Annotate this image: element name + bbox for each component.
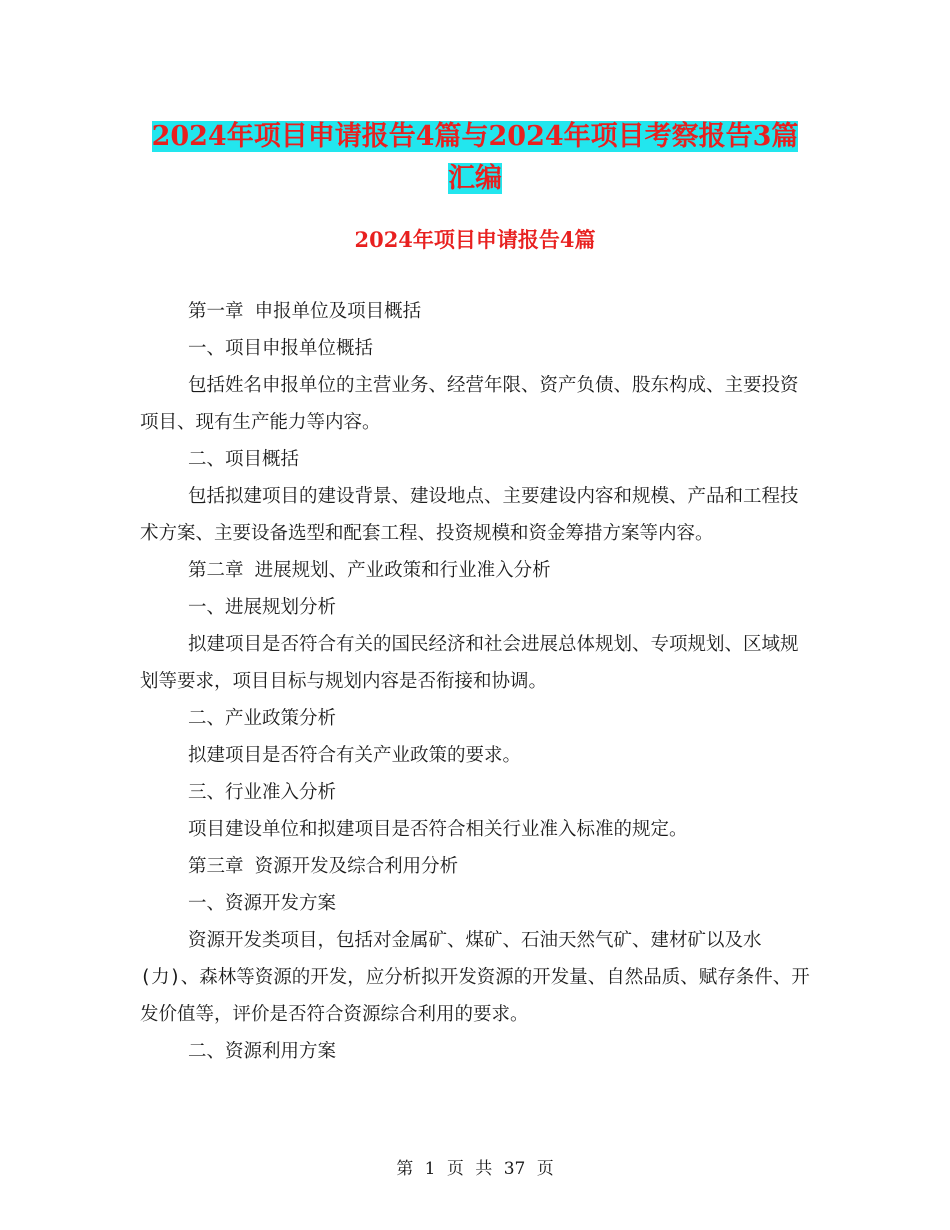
page-footer: 第 1 页 共 37 页 xyxy=(396,1159,554,1179)
body-paragraph: 包括姓名申报单位的主营业务、经营年限、资产负债、股东构成、主要投资项目、现有生产能力等内容。 xyxy=(140,375,799,433)
body-paragraph: 项目建设单位和拟建项目是否符合相关行业准入标准的规定。 xyxy=(188,819,688,840)
body-paragraph: 包括拟建项目的建设背景、建设地点、主要建设内容和规模、产品和工程技术方案、主要设备选型和配套工程、投资规模和资金筹措方案等内容。 xyxy=(140,486,799,544)
document-title-continued xyxy=(0,156,950,195)
chapter-heading: 第二章 进展规划、产业政策和行业准入分析 xyxy=(188,560,551,581)
body-paragraph: 资源开发类项目，包括对金属矿、煤矿、石油天然气矿、建材矿以及水(力)、森林等资源的开发，应分析拟开发资源的开发量、自然品质、赋存条件、开发价值等，评价是否符合资源综合利用的要求。 xyxy=(140,930,810,1025)
section-heading: 三、行业准入分析 xyxy=(188,782,337,803)
section-heading: 二、项目概括 xyxy=(188,449,300,470)
section-heading: 二、资源利用方案 xyxy=(188,1041,337,1062)
body-paragraph: 拟建项目是否符合有关产业政策的要求。 xyxy=(188,745,522,766)
section-title: 2024年项目申请报告4篇 xyxy=(354,227,596,252)
document-body xyxy=(140,293,810,1070)
section-heading: 一、资源开发方案 xyxy=(188,893,337,914)
section-heading: 二、产业政策分析 xyxy=(188,708,337,729)
title-line-1: 2024年项目申请报告4篇与2024年项目考察报告3篇 xyxy=(151,121,799,152)
title-line-2: 汇编 xyxy=(448,163,502,194)
chapter-heading: 第三章 资源开发及综合利用分析 xyxy=(188,856,459,877)
document-title xyxy=(0,114,950,153)
chapter-heading: 第一章 申报单位及项目概括 xyxy=(188,301,422,322)
body-paragraph: 拟建项目是否符合有关的国民经济和社会进展总体规划、专项规划、区域规划等要求，项目目标与规划内容是否衔接和协调。 xyxy=(140,634,799,692)
section-heading: 一、项目申报单位概括 xyxy=(188,338,374,359)
section-heading: 一、进展规划分析 xyxy=(188,597,337,618)
